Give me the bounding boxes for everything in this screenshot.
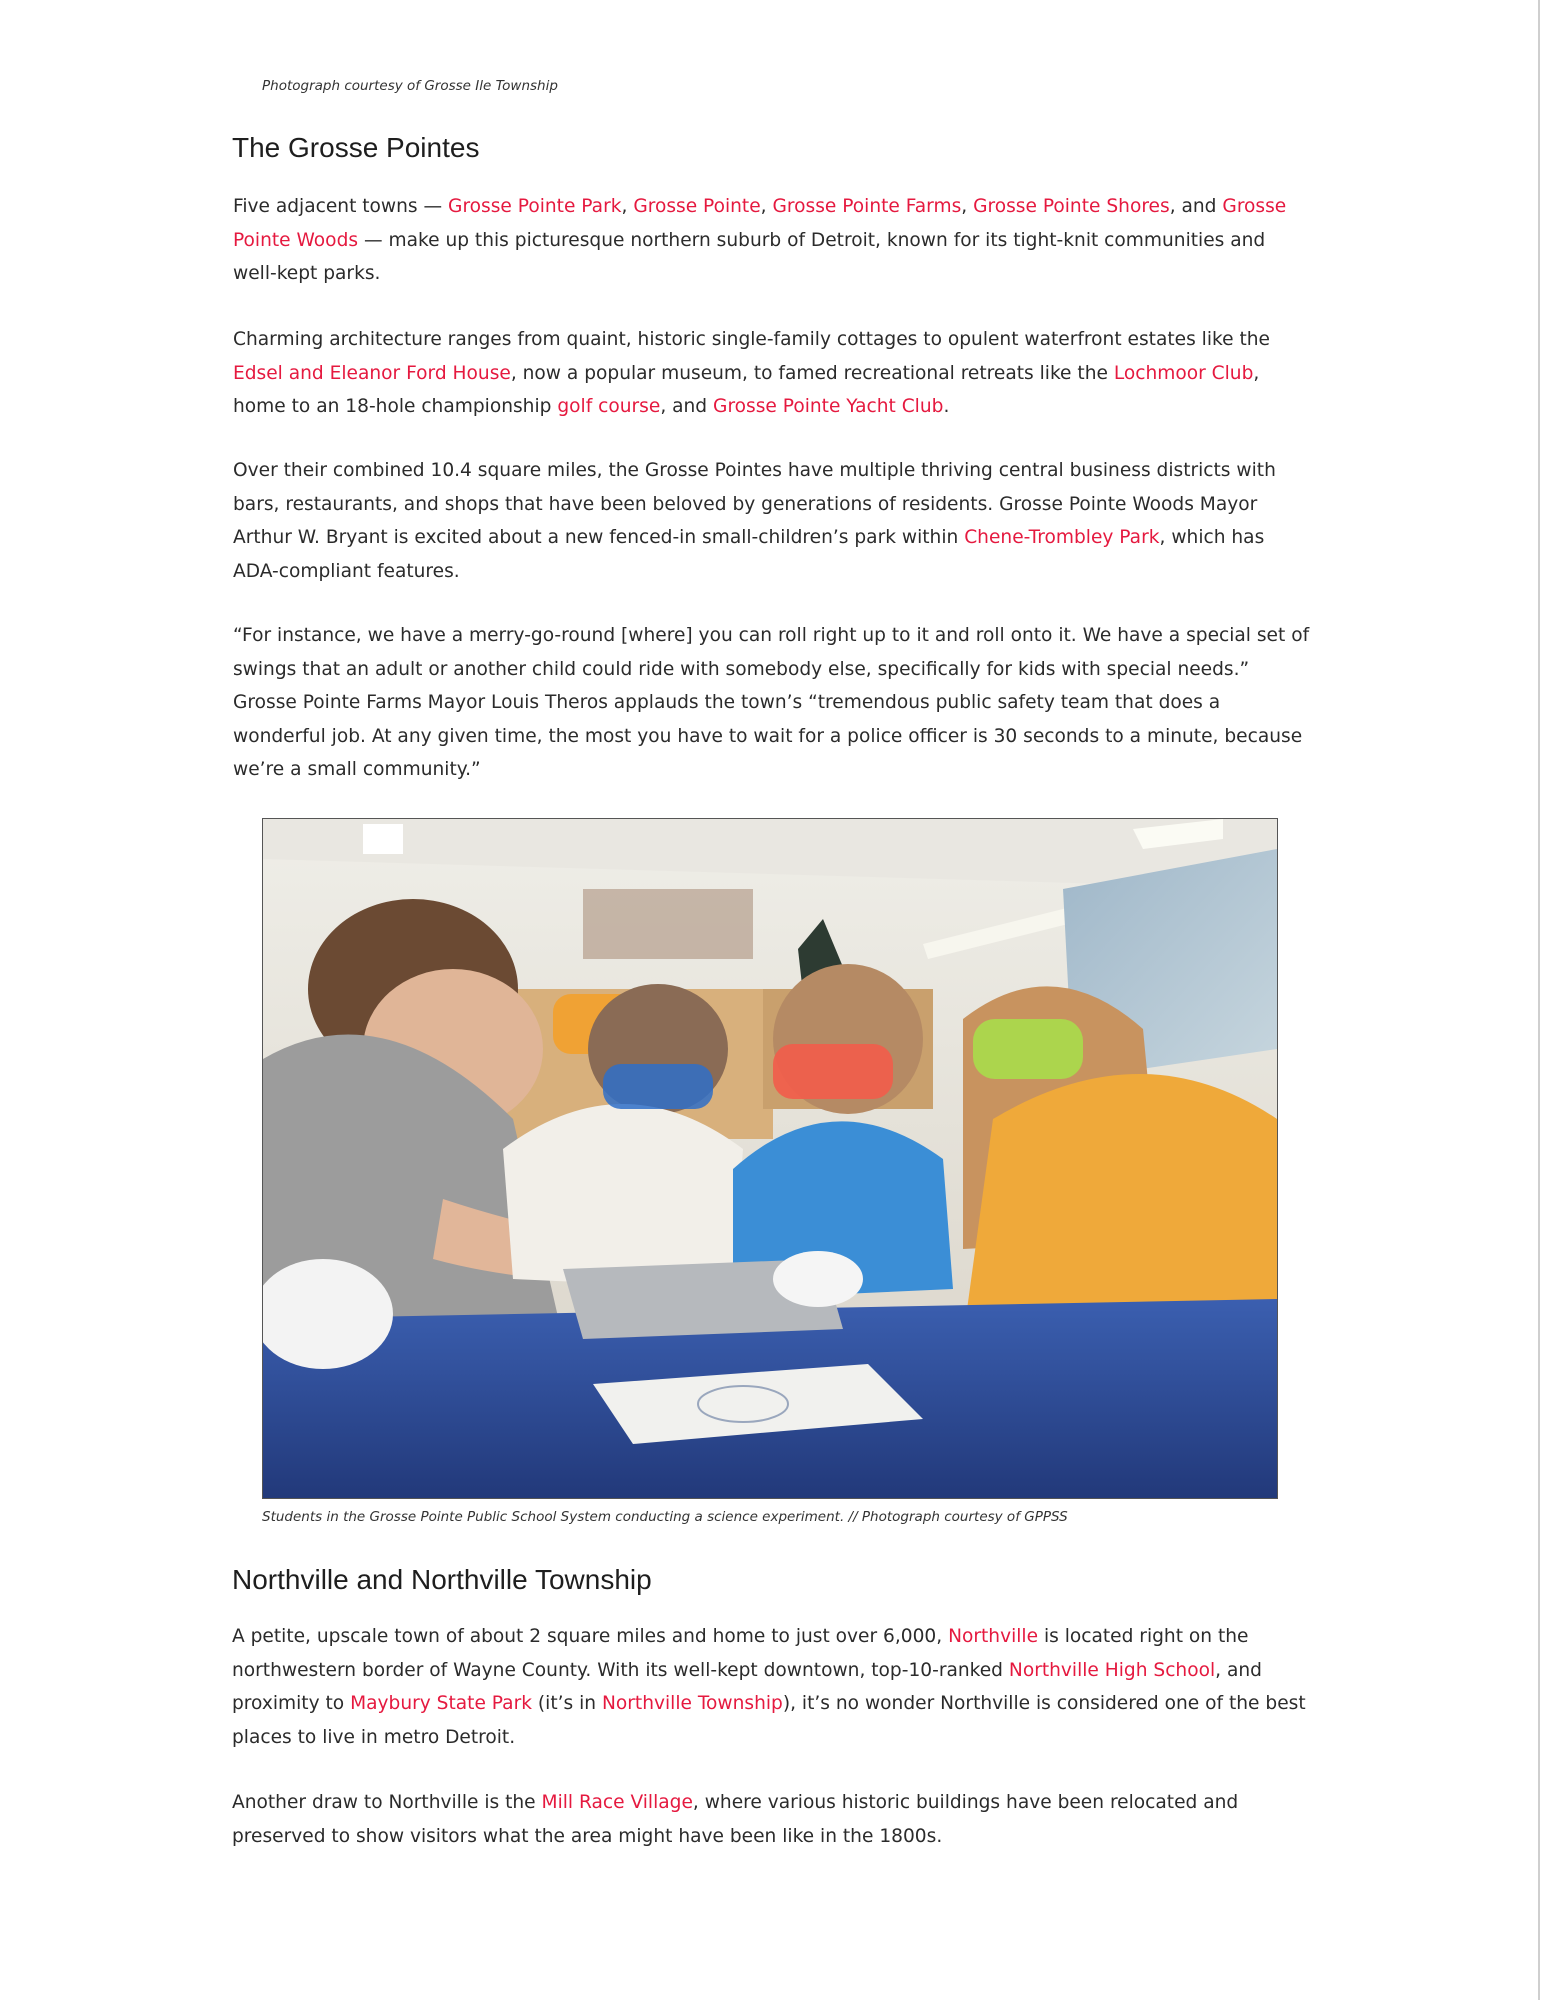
text-run: Over their combined 10.4 square miles, the Grosse Pointes have multiple thriving central business districts with bars, restaurants, and shops that have been beloved by generations of residents. Grosse Pointe Woods Mayor Arthur W. Bryant is excited about a new fenced-in small-children’s park within: [233, 460, 1276, 548]
text-run: ,: [621, 196, 634, 217]
link-grosse-pointe-park[interactable]: Grosse Pointe Park: [448, 196, 622, 217]
text-run: ), it’s no wonder Northville is considered one of the best places to live in metro Detroit.: [232, 1693, 1306, 1748]
paragraph-mill-race-village: [232, 1786, 1312, 1853]
link-grosse-pointe-shores[interactable]: Grosse Pointe Shores: [973, 196, 1170, 217]
link-golf-course[interactable]: golf course: [557, 396, 661, 417]
text-run: Five adjacent towns —: [233, 196, 449, 217]
paragraph-mayor-quotes: “For instance, we have a merry-go-round [where] you can roll right up to it and roll onto it. We have a special set of swings that an adult or another child could ride with somebody else, specifically for kids with special needs.” Grosse Pointe Farms Mayor Louis Theros applauds the town’s “tremendous public safety team that does a wonderful job. At any given time, the most you have to wait for a police officer is 30 seconds to a minute, because we’re a small community.”: [233, 625, 1310, 780]
link-grosse-pointe-woods[interactable]: Grosse Pointe Woods: [233, 196, 1287, 251]
paragraph-grosse-pointes-intro: [233, 190, 1313, 291]
text-run: , now a popular museum, to famed recreational retreats like the: [510, 362, 1114, 384]
page-edge-line: [1538, 0, 1540, 2000]
text-run: ,: [760, 196, 773, 217]
link-mill-race-village[interactable]: Mill Race Village: [541, 1792, 693, 1813]
text-run: Charming architecture ranges from quaint, historic single-family cottages to opulent waterfront estates like the: [233, 329, 1270, 350]
link-lochmoor-club[interactable]: Lochmoor Club: [1113, 362, 1254, 384]
students-science-photo: [262, 818, 1278, 1499]
top-photo-caption: Photograph courtesy of Grosse Ile Township: [262, 78, 558, 94]
link-edsel-eleanor-ford-house[interactable]: Edsel and Eleanor Ford House: [233, 362, 511, 384]
text-run: (it’s in: [531, 1693, 602, 1714]
link-grosse-pointe-farms[interactable]: Grosse Pointe Farms: [772, 196, 962, 217]
text-run: A petite, upscale town of about 2 square miles and home to just over 6,000,: [232, 1626, 949, 1647]
link-maybury-state-park[interactable]: Maybury State Park: [350, 1693, 532, 1714]
link-northville-township[interactable]: Northville Township: [601, 1693, 783, 1714]
paragraph-business-districts: [233, 454, 1313, 588]
link-grosse-pointe-yacht-club[interactable]: Grosse Pointe Yacht Club: [713, 396, 944, 417]
paragraph-architecture: [233, 323, 1313, 424]
link-northville-high-school[interactable]: Northville High School: [1008, 1659, 1216, 1681]
text-run: Another draw to Northville is the: [232, 1792, 542, 1813]
link-grosse-pointe[interactable]: Grosse Pointe: [633, 196, 761, 217]
section-heading-northville: Northville and Northville Township: [232, 1564, 652, 1595]
text-run: , and: [660, 396, 714, 417]
photo-caption: Students in the Grosse Pointe Public School System conducting a science experiment. // Photograph courtesy of GPPSS: [262, 1509, 1068, 1525]
link-northville[interactable]: Northville: [948, 1626, 1039, 1647]
link-chene-trombley-park[interactable]: Chene-Trombley Park: [964, 527, 1160, 548]
text-run: ,: [961, 196, 974, 217]
text-run: , home to an 18-hole championship: [233, 362, 1260, 417]
text-run: — make up this picturesque northern suburb of Detroit, known for its tight-knit communities and well-kept parks.: [233, 229, 1266, 284]
text-run: , and proximity to: [232, 1659, 1262, 1714]
text-run: is located right on the northwestern border of Wayne County. With its well-kept downtown, top-10-ranked: [232, 1626, 1249, 1681]
students-photo-illustration: [263, 819, 1277, 1498]
text-run: .: [943, 396, 950, 417]
paragraph-northville-intro: [232, 1620, 1312, 1754]
text-run: , which has ADA-compliant features.: [233, 527, 1265, 582]
text-run: , where various historic buildings have been relocated and preserved to show visitors what the area might have been like in the 1800s.: [232, 1792, 1239, 1847]
text-run: , and: [1169, 196, 1223, 217]
section-heading-grosse-pointes: The Grosse Pointes: [232, 132, 480, 163]
